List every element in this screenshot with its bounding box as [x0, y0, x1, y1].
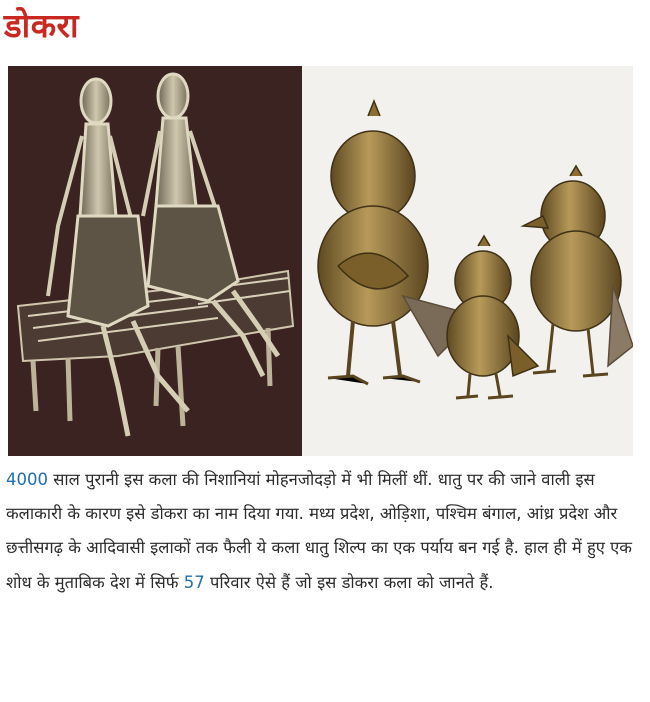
article-caption	[6, 463, 642, 600]
article-title: डोकरा	[4, 6, 80, 45]
caption-number-4000: 4000	[6, 470, 48, 489]
dokra-figurines-illustration	[8, 66, 633, 456]
caption-number-57: 57	[183, 572, 205, 592]
seated-couple-figurine	[18, 74, 293, 436]
bird-figurines	[318, 101, 633, 398]
dokra-figurines-photo	[8, 66, 633, 456]
caption-text-1: साल पुरानी इस कला की निशानियां मोहनजोदड़ो में भी मिलीं थीं. धातु पर की जाने वाली इस कलाकारी के कारण इसे डोकरा का नाम दिया गया. मध्य प्रदेश, ओड़िशा, पश्चिम बंगाल, आंध्र प्रदेश और छत्तीसगढ़ के आदिवासी इलाकों तक फैली ये कला धातु शिल्प का एक पर्याय बन गई है. हाल ही में हुए एक शोध के मुताबिक देश में सिर्फ	[6, 470, 632, 592]
caption-text-2: परिवार ऐसे हैं जो इस डोकरा कला को जानते हैं.	[204, 572, 494, 592]
